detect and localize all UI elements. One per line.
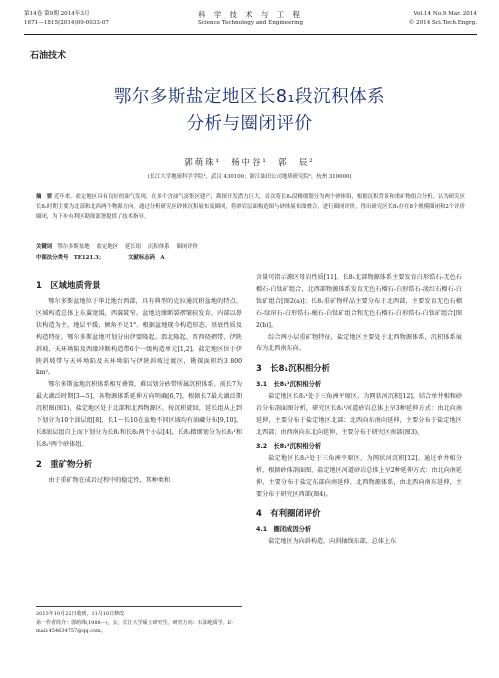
affiliation: (长江大学地球科学学院¹，武汉 430100；浙江油田公司地质研究院²，杭州 310000): [147, 174, 352, 180]
authors: 郭萌珠¹ 杨中谷¹ 郭 辰²: [184, 157, 315, 167]
paragraph: 盐定地区长8₁¹处于三角洲平原区，为网状河沉积[12]。结合单井相和砂岩分布剖面图分析，研究区长8₁¹河道砂岩总体上呈3种延伸方式：由北向南延伸，主要分布于盐定地区北部；北西向东南向延伸，主要分布于盐定地区北西部；由西南向东北向延伸，主要分布于研究区南部(图3)。: [256, 393, 462, 436]
section-heading: 4 有利圈闭评价: [256, 508, 321, 519]
title-line-1: 鄂尔多斯盐定地区长8₁段沉积体系: [113, 87, 386, 107]
journal-name-en: Science Technology and Engineering: [197, 20, 304, 26]
copyright-info: © 2014 Sci.Tech.Engrg.: [408, 20, 477, 26]
paragraph: 鄂尔多斯盆地沉积体系相互叠置，难以划分砂带所属沉积体系。前长7为最大湖泛时期[3—5]，各物源体系延伸方向明确[6,7]。根据长7最大湖泛期沉积图(图1)，盐定地区处于北部和北西物源区。按沉积旋回，延长组从上到下划分为10个油层组[8]，长1～长10在盆地不同区域均有油藏分布[9,10]。长8油层组自上而下划分为长8₁和长8₂两个小层[4]。长8₁精细划分为长8₁¹和长8₁²两个砂体组。: [36, 381, 242, 448]
clc-number: 中图法分类号 TE121.3；: [36, 255, 105, 261]
paragraph: 鄂尔多斯盆地位于华北地台西部，具有典型的克拉通沉积盆地的特点。区域构造总体上东翼宽缓，西翼陡窄。盆地边缘断裂褶皱较发育，内部以鼻状构造为主，地层平缓，倾角不足1°。根据盆地现今构造形态、基底性质及构造特征，鄂尔多斯盆地可划分出伊盟隆起、渭北隆起、晋西挠褶带、伊陕斜坡、天环坳陷及西缘冲断构造带6个一级构造单元[1,2]。盐定地区位于伊陕斜坡带与天环坳陷及天环坳陷与伊陕斜坡过渡区，勘探面积约3 800 km²。: [36, 298, 242, 377]
keyword: 盐定地区: [96, 244, 119, 250]
subsection-heading: 3.2 长8₁²沉积相分析: [256, 442, 322, 450]
section-heading: 2 重矿物分析: [36, 458, 93, 469]
keyword: 圈闭评价: [176, 244, 199, 250]
abstract-text: 近年来，盐定地区具有良好的油气发现，在多个含油气富集区建产，勘探开发潜力巨大。首次将长8₁段精细划分为两个砂体组，根据沉积背景和重矿物组合分析，认为研究区长8₁时期主要为北部和北西两个物源方向。通过分析研究区砂体沉积展布及圈闭，将砂岩层面构造图与砂体展布图叠合，进行圈闭评价，得出研究区长8₁存在8个规模圈闭和2个评价圈闭，为下步有利区勘探部署提供了技术指导。: [36, 194, 465, 220]
left-column: [36, 272, 242, 487]
abstract: [36, 193, 465, 222]
keywords: [36, 243, 465, 252]
section-heading: 1 区域地质背景: [36, 280, 101, 290]
paper-title: [0, 84, 499, 138]
issue-info: 第14卷 第9期 2014年3月: [24, 11, 90, 17]
paragraph: 盐定地区长8₁²处于三角洲平原区，为网状河沉积[12]。通过单井相分析，根据砂体剖面图，盐定地区河道砂岩总体上呈2种延伸方式：由北向南延伸，主要分布于盐定东部向南延伸，北西物源体系，由北西向南东延伸，主要分布于研究区西部(图4)。: [256, 454, 462, 498]
keyword: 沉积体系: [148, 244, 170, 250]
subsection-heading: 4.1 圈闭成因分析: [256, 526, 312, 534]
paragraph: 盐定地区为向斜构造，向斜轴线东部，总体上东: [268, 538, 397, 546]
document-code: 文献标志码 A: [128, 255, 165, 261]
section-label: 石油技术: [30, 51, 67, 61]
volume-info: Vol.14 No.9 Mar. 2014: [413, 11, 477, 17]
right-column: [256, 272, 462, 548]
section-heading: 3 长8₁沉积相分析: [256, 363, 330, 374]
header-right: [409, 10, 477, 28]
header-rule: [24, 34, 477, 35]
abstract-label: 摘 要: [36, 194, 53, 200]
title-line-2: 分析与圈闭评价: [186, 114, 313, 134]
paragraph: 含量可指示源区母岩性质[11]。长8₁北部物源体系主要发育白形锆石-无色石榴石-白钛矿组合，北西部物源体系发育无色石榴石-白形锆石-淡红石榴石-白钛矿组合[图2(a)]；长8₁重矿物样品主要分布于北西部，主要发育无色石榴石-绿帘石-白形锆石-榍石-白钛矿组合和无色石榴石-白形锆石-白钛矿组合[图2(b)]。: [256, 274, 462, 329]
keyword: 鄂尔多斯盆地: [57, 244, 90, 250]
journal-name-cn: 科 学 技 术 与 工 程: [198, 10, 303, 19]
keyword: 延长组: [124, 244, 142, 250]
footnote: [36, 606, 242, 636]
paragraph: 由于重矿物在成岩过程中的稳定性，其种类和: [48, 476, 171, 484]
keywords-label: 关键词: [36, 244, 53, 250]
classification: [36, 254, 465, 263]
paragraph: 综合两小层重矿物特征，盐定地区主要处于北西物源体系，沉积体系展布为北西南东向。: [256, 333, 462, 353]
subsection-heading: 3.1 长8₁¹沉积相分析: [256, 381, 322, 389]
author-bio: 第一作者简介：郭萌珠(1988—)，女，长江大学硕士研究生。研究方向：石油地质学。E-mail:454634757@qq.com。: [36, 619, 234, 635]
journal-header: [24, 10, 477, 34]
received-date: 2013年10月22日收到，11月10日修改: [36, 611, 125, 617]
issn-info: 1671—1815(2014)09-0033-07: [24, 20, 109, 26]
